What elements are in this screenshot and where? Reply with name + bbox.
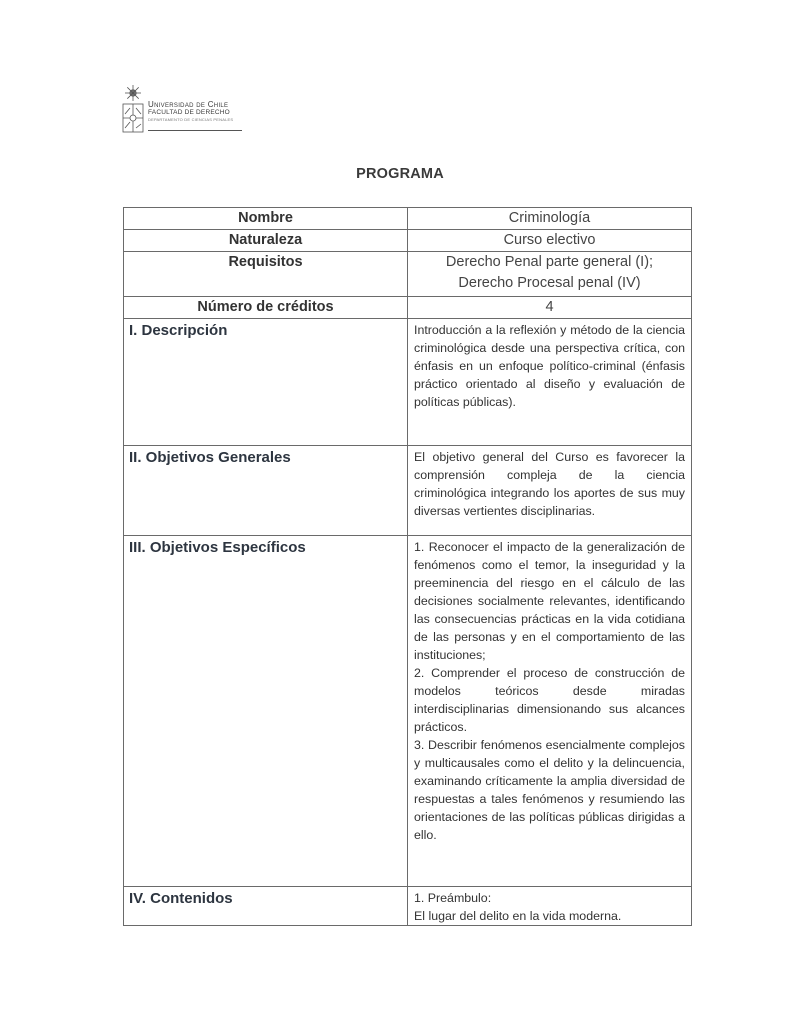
row-label: Naturaleza bbox=[124, 230, 408, 252]
table-row bbox=[124, 446, 692, 536]
row-value: Curso electivo bbox=[408, 230, 692, 252]
section-content bbox=[408, 446, 692, 536]
table-row bbox=[124, 319, 692, 446]
requisito-1: Derecho Penal parte general (I); bbox=[445, 254, 654, 270]
table-row bbox=[124, 230, 692, 252]
paragraph: El objetivo general del Curso es favorecer la comprensión compleja de la ciencia criminológica integrando los aportes de sus muy diversas vertientes disciplinarias. bbox=[414, 450, 685, 518]
table-row bbox=[124, 297, 692, 319]
department-name: DEPARTAMENTO DE CIENCIAS PENALES bbox=[148, 117, 234, 122]
section-content bbox=[408, 319, 692, 446]
program-table bbox=[123, 207, 692, 926]
row-value: 4 bbox=[408, 297, 692, 319]
logo-divider bbox=[148, 130, 242, 131]
table-row bbox=[124, 536, 692, 887]
row-value bbox=[408, 252, 692, 297]
university-logo bbox=[118, 84, 248, 136]
requisito-2: Derecho Procesal penal (IV) bbox=[458, 275, 641, 291]
section-label: II. Objetivos Generales bbox=[124, 446, 408, 536]
section-content bbox=[408, 887, 692, 926]
table-row bbox=[124, 208, 692, 230]
section-label: IV. Contenidos bbox=[124, 887, 408, 926]
table-row bbox=[124, 252, 692, 297]
objective-1: 1. Reconocer el impacto de la generalización de fenómenos como el temor, la inseguridad y la preeminencia del riesgo en el cálculo de las decisiones socialmente relevantes, identificando las consecuencias prácticas en la vida cotidiana de las personas y en el comportamiento de las instituciones; bbox=[414, 540, 685, 662]
row-label: Requisitos bbox=[124, 252, 408, 297]
paragraph: El lugar del delito en la vida moderna. bbox=[414, 909, 622, 923]
faculty-name: FACULTAD DE DERECHO bbox=[148, 109, 230, 116]
paragraph: Introducción a la reflexión y método de la ciencia criminológica desde una perspectiva crítica, con énfasis en un enfoque político-criminal (énfasis práctico orientado al diseño y evaluación de políticas públicas). bbox=[414, 323, 685, 409]
row-label: Nombre bbox=[124, 208, 408, 230]
institution-name: Universidad de Chile bbox=[148, 100, 229, 109]
university-emblem-icon bbox=[120, 84, 146, 134]
objective-2: 2. Comprender el proceso de construcción de modelos teóricos desde miradas interdisciplinarias dimensionando sus alcances prácticos. bbox=[414, 666, 685, 734]
row-label: Número de créditos bbox=[124, 297, 408, 319]
section-label: I. Descripción bbox=[124, 319, 408, 446]
page-title: PROGRAMA bbox=[356, 166, 444, 182]
paragraph: 1. Preámbulo: bbox=[414, 891, 492, 905]
section-content bbox=[408, 536, 692, 887]
section-label: III. Objetivos Específicos bbox=[124, 536, 408, 887]
table-row bbox=[124, 887, 692, 926]
objective-3: 3. Describir fenómenos esencialmente complejos y multicausales como el delito y la delincuencia, examinando críticamente la amplia diversidad de respuestas a tales fenómenos y resumiendo las orientaciones de las políticas públicas dirigidas a ello. bbox=[414, 738, 685, 842]
row-value: Criminología bbox=[408, 208, 692, 230]
